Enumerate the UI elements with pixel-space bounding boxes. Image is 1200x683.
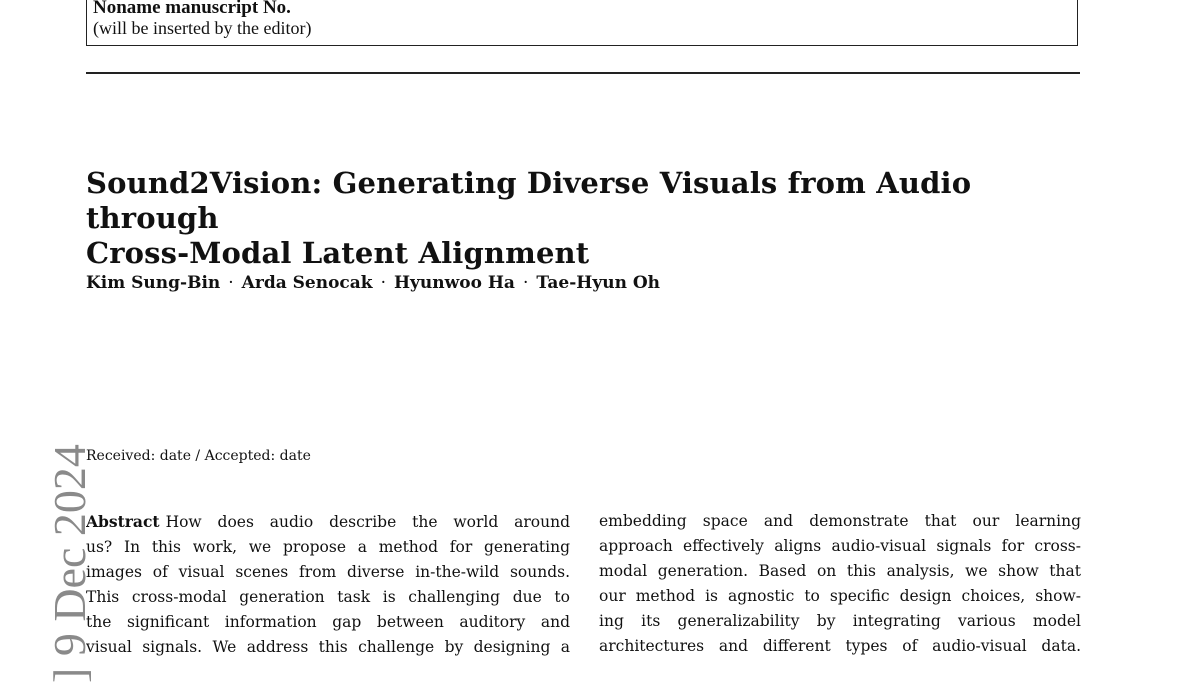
abstract-line: the significant information gap between auditory and [86, 613, 570, 631]
abstract-line: ing its generalizability by integrating various model [599, 612, 1081, 630]
abstract-line: visual signals. We address this challenge by designing a [86, 638, 570, 656]
abstract-line: Abstract How does audio describe the world around [86, 512, 570, 531]
abstract-line: architectures and different types of audio-visual data. [599, 637, 1081, 655]
paper-title-line-2: Cross-Modal Latent Alignment [86, 236, 590, 270]
header-rule [86, 72, 1080, 74]
abstract-line: This cross-modal generation task is challenging due to [86, 588, 570, 606]
paper-title [86, 166, 1086, 271]
abstract-label: Abstract [86, 512, 160, 531]
editor-note: (will be inserted by the editor) [93, 18, 312, 38]
author-separator: · [380, 273, 386, 293]
author-list [86, 272, 660, 294]
abstract-line: images of visual scenes from diverse in-the-wild sounds. [86, 563, 570, 581]
abstract-line: embedding space and demonstrate that our learning [599, 512, 1081, 530]
author-separator: · [228, 273, 234, 293]
abstract-line: modal generation. Based on this analysis, we show that [599, 562, 1081, 580]
author-separator: · [522, 273, 529, 293]
author-name: Kim Sung-Bin [86, 273, 221, 293]
arxiv-sidebar-stamp: ] 9 Dec 2024 [44, 444, 95, 683]
abstract-column-left [86, 509, 570, 660]
author-name: Tae-Hyun Oh [536, 273, 661, 293]
abstract-column-right [599, 509, 1081, 659]
manuscript-number-label: Noname manuscript No. [93, 0, 291, 18]
author-name: Arda Senocak [241, 273, 373, 293]
abstract-line: us? In this work, we propose a method for generating [86, 538, 570, 556]
author-name: Hyunwoo Ha [393, 273, 515, 293]
abstract-line: our method is agnostic to specific design choices, show- [599, 587, 1081, 605]
abstract-line: approach effectively aligns audio-visual signals for cross- [599, 537, 1081, 555]
paper-title-line-1: Sound2Vision: Generating Diverse Visuals from Audio through [86, 166, 972, 235]
manuscript-header-box [86, 0, 1078, 46]
received-accepted-dates: Received: date / Accepted: date [86, 448, 311, 464]
